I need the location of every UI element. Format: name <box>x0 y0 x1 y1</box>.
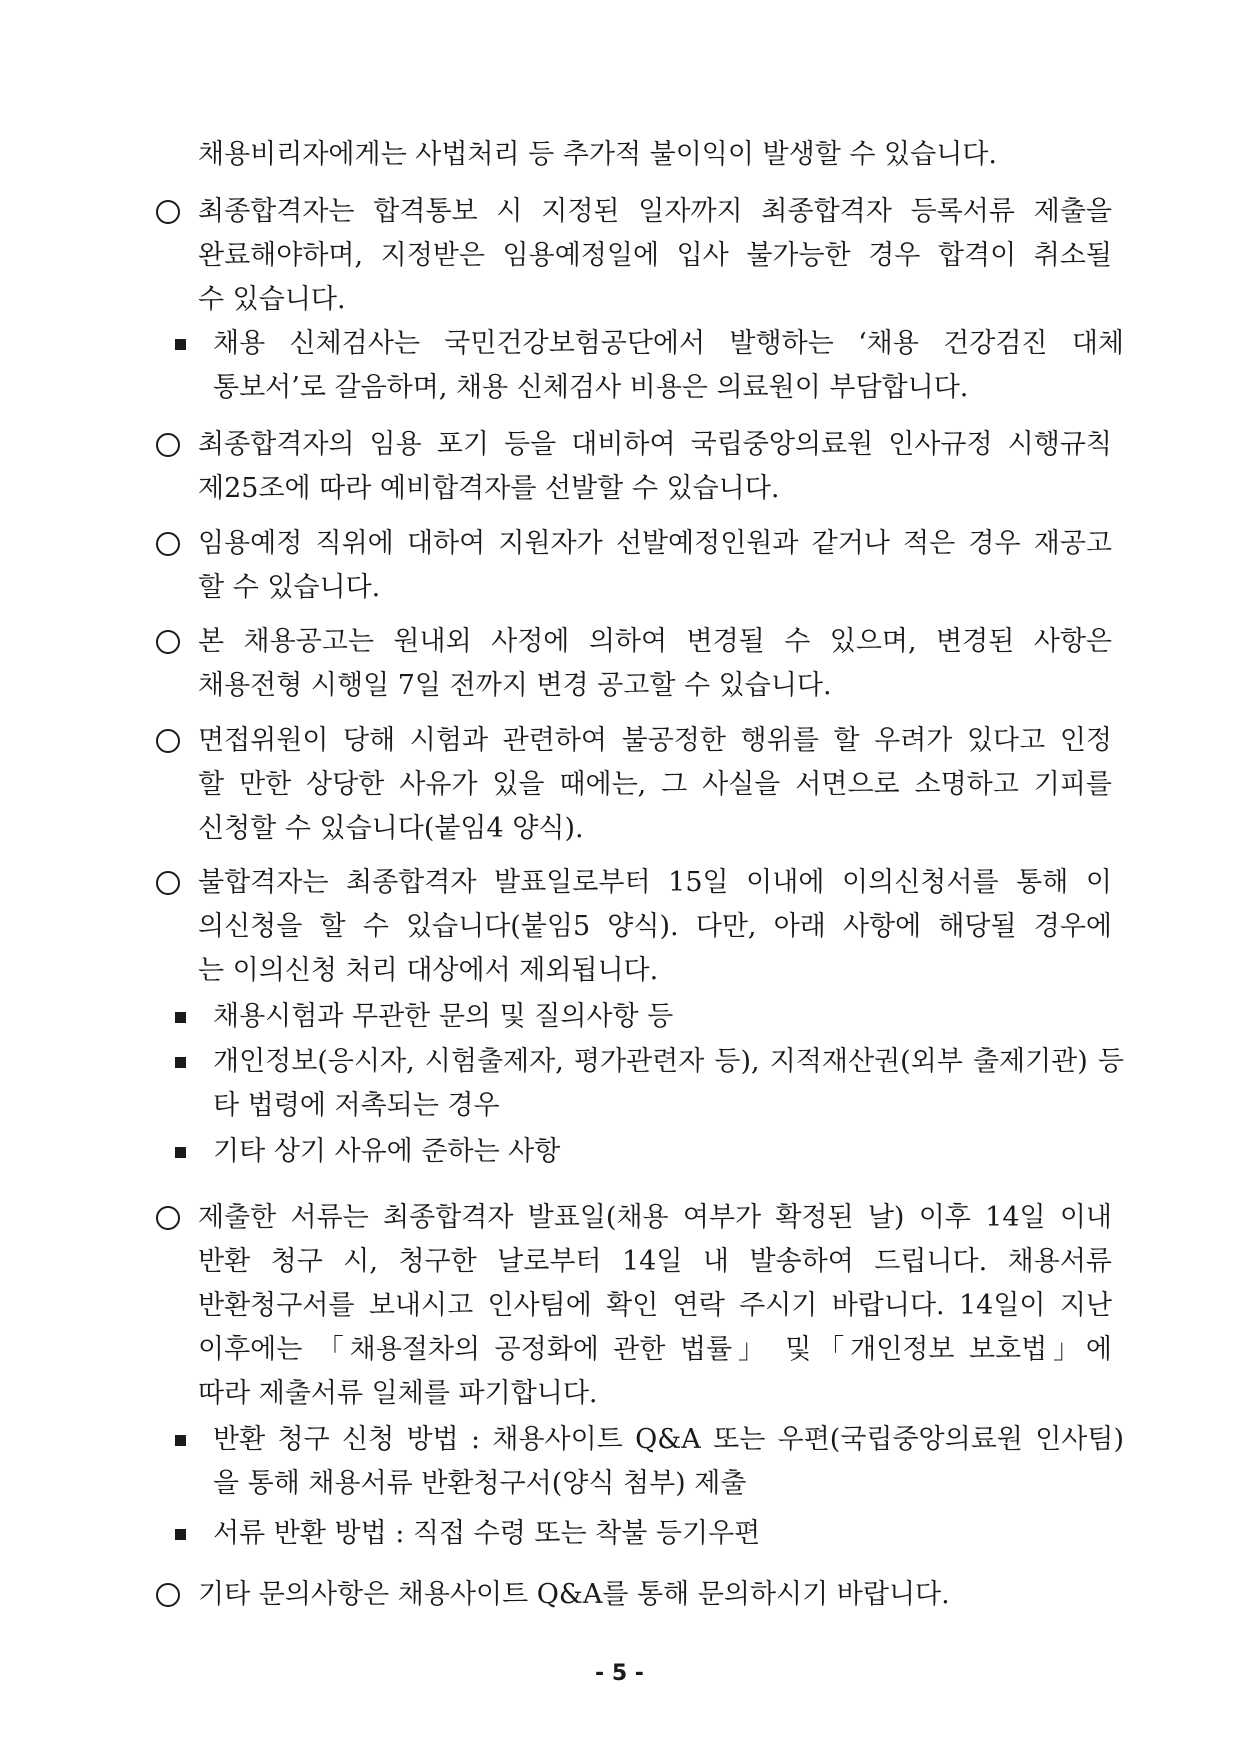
text-line: 면접위원이 당해 시험과 관련하여 불공정한 행위를 할 우려가 있다고 인정 <box>198 725 1112 756</box>
text-line: 반환 청구 시, 청구한 날로부터 14일 내 발송하여 드립니다. 채용서류 <box>198 1246 1112 1277</box>
text-line: 기타 상기 사유에 준하는 사항 <box>213 1136 561 1167</box>
text-line: 신청할 수 있습니다(붙임4 양식). <box>198 813 584 844</box>
text-line: 제25조에 따라 예비합격자를 선발할 수 있습니다. <box>198 473 780 504</box>
text-line: 채용시험과 무관한 문의 및 질의사항 등 <box>213 1001 674 1032</box>
text-line: 할 수 있습니다. <box>198 572 381 603</box>
text-line: 제출한 서류는 최종합격자 발표일(채용 여부가 확정된 날) 이후 14일 이내 <box>198 1202 1112 1233</box>
text-line: 통보서’로 갈음하며, 채용 신체검사 비용은 의료원이 부담합니다. <box>213 372 969 403</box>
text-line: 타 법령에 저촉되는 경우 <box>213 1090 500 1121</box>
text-line: 수 있습니다. <box>198 284 346 315</box>
square-bullet-icon <box>175 339 186 350</box>
text-line: 최종합격자는 합격통보 시 지정된 일자까지 최종합격자 등록서류 제출을 <box>198 196 1112 227</box>
text-line: 반환청구서를 보내시고 인사팀에 확인 연락 주시기 바랍니다. 14일이 지난 <box>198 1290 1112 1321</box>
circle-bullet-icon <box>156 630 180 654</box>
text-line: 본 채용공고는 원내외 사정에 의하여 변경될 수 있으며, 변경된 사항은 <box>198 626 1112 657</box>
text-line: 채용전형 시행일 7일 전까지 변경 공고할 수 있습니다. <box>198 670 832 701</box>
page-number: - 5 - <box>595 1661 644 1686</box>
text-line: 채용 신체검사는 국민건강보험공단에서 발행하는 ‘채용 건강검진 대체 <box>213 328 1124 359</box>
text-line: 는 이의신청 처리 대상에서 제외됩니다. <box>198 955 659 986</box>
circle-bullet-icon <box>156 1206 180 1230</box>
circle-bullet-icon <box>156 871 180 895</box>
text-line: 최종합격자의 임용 포기 등을 대비하여 국립중앙의료원 인사규정 시행규칙 <box>198 429 1112 460</box>
text-line: 의신청을 할 수 있습니다(붙임5 양식). 다만, 아래 사항에 해당될 경우에 <box>198 911 1112 942</box>
text-line: 불합격자는 최종합격자 발표일로부터 15일 이내에 이의신청서를 통해 이 <box>198 867 1112 898</box>
text-line: 완료해야하며, 지정받은 임용예정일에 입사 불가능한 경우 합격이 취소될 <box>198 240 1112 271</box>
circle-bullet-icon <box>156 729 180 753</box>
circle-bullet-icon <box>156 433 180 457</box>
text-line: 할 만한 상당한 사유가 있을 때에는, 그 사실을 서면으로 소명하고 기피를 <box>198 769 1112 800</box>
square-bullet-icon <box>175 1147 186 1158</box>
text-line: 이후에는 「채용절차의 공정화에 관한 법률」 및「개인정보 보호법」에 <box>198 1334 1112 1365</box>
square-bullet-icon <box>175 1012 186 1023</box>
text-line: 서류 반환 방법 : 직접 수령 또는 착불 등기우편 <box>213 1518 761 1549</box>
text-line: 채용비리자에게는 사법처리 등 추가적 불이익이 발생할 수 있습니다. <box>198 139 997 170</box>
text-line: 반환 청구 신청 방법 : 채용사이트 Q&A 또는 우편(국립중앙의료원 인사팀) <box>213 1424 1124 1455</box>
square-bullet-icon <box>175 1529 186 1540</box>
square-bullet-icon <box>175 1435 186 1446</box>
circle-bullet-icon <box>156 1583 180 1607</box>
text-line: 개인정보(응시자, 시험출제자, 평가관련자 등), 지적재산권(외부 출제기관) 등 <box>213 1046 1124 1077</box>
circle-bullet-icon <box>156 200 180 224</box>
square-bullet-icon <box>175 1057 186 1068</box>
text-line: 기타 문의사항은 채용사이트 Q&A를 통해 문의하시기 바랍니다. <box>198 1579 950 1610</box>
text-line: 을 통해 채용서류 반환청구서(양식 첨부) 제출 <box>213 1468 747 1499</box>
circle-bullet-icon <box>156 532 180 556</box>
text-line: 따라 제출서류 일체를 파기합니다. <box>198 1378 598 1409</box>
text-line: 임용예정 직위에 대하여 지원자가 선발예정인원과 같거나 적은 경우 재공고 <box>198 528 1112 559</box>
